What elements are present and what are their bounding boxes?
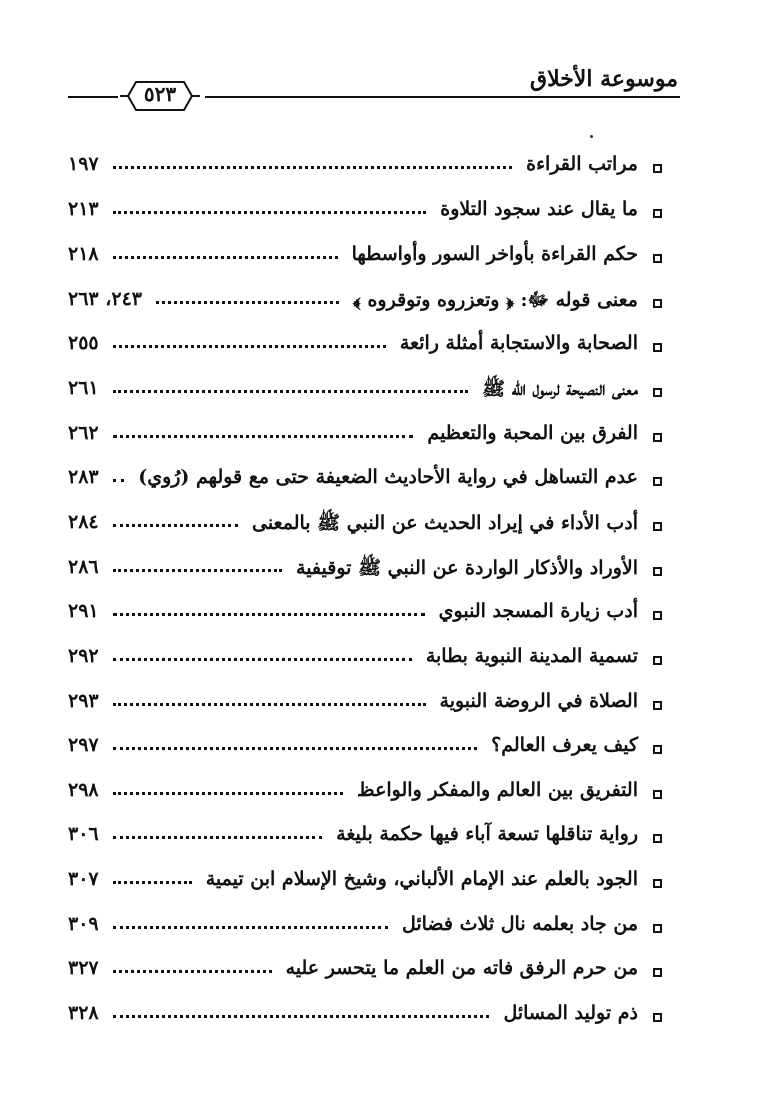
square-bullet-icon (653, 254, 662, 263)
toc-entry-page: ٢٨٦ (68, 556, 99, 578)
dot-leader (113, 658, 412, 661)
dot-leader (113, 211, 427, 214)
toc-entry-page: ٣٠٩ (68, 913, 99, 935)
header-rule-left (68, 96, 118, 98)
dot-leader (113, 256, 338, 259)
stray-dot (590, 135, 593, 138)
toc-entry-title: مراتب القراءة (526, 153, 638, 175)
square-bullet-icon (653, 968, 662, 977)
dot-leader (113, 1015, 490, 1018)
toc-entry (0, 865, 758, 901)
toc-entry-page: ٢٦١ (68, 377, 99, 399)
toc-entry-page: ٢٩٢ (68, 645, 99, 667)
toc-entry-title: أدب زيارة المسجد النبوي (438, 600, 638, 622)
square-bullet-icon (653, 388, 662, 397)
toc-entry-page: ٢٩٧ (68, 734, 99, 756)
dot-leader (113, 524, 238, 527)
square-bullet-icon (653, 343, 662, 352)
square-bullet-icon (653, 164, 662, 173)
toc-entry (0, 553, 758, 589)
dot-leader (113, 747, 478, 750)
toc-entry-page: ٢٨٣ (68, 466, 99, 488)
square-bullet-icon (653, 209, 662, 218)
toc-entry (0, 642, 758, 678)
dot-leader (156, 301, 339, 304)
toc-entry-title: الصلاة في الروضة النبوية (439, 690, 638, 712)
dot-leader (113, 479, 125, 482)
toc-entry-title: تسمية المدينة النبوية بطابة (425, 645, 638, 667)
toc-entry-page: ٢١٨ (68, 243, 99, 265)
toc-entry (0, 597, 758, 633)
toc-entry (0, 508, 758, 544)
toc-entry-page: ٢٥٥ (68, 332, 99, 354)
square-bullet-icon (653, 879, 662, 888)
page-number-badge (118, 76, 202, 116)
square-bullet-icon (653, 924, 662, 933)
header-rule (205, 96, 680, 98)
dot-leader (113, 390, 468, 393)
square-bullet-icon (653, 299, 662, 308)
page-header (0, 60, 758, 130)
square-bullet-icon (653, 522, 662, 531)
toc-entry (0, 731, 758, 767)
toc-entry (0, 463, 758, 499)
dot-leader (113, 703, 426, 706)
toc-entry (0, 419, 758, 455)
toc-entry-title: حكم القراءة بأواخر السور وأواسطها (351, 243, 638, 265)
toc-entry-page: ٢١٣ (68, 198, 99, 220)
dot-leader (113, 926, 388, 929)
toc-entry-title: الأوراد والأذكار الواردة عن النبي ﷺ توقيفية (296, 557, 638, 579)
toc-entry-page: ٣٠٦ (68, 823, 99, 845)
dot-leader (113, 345, 386, 348)
square-bullet-icon (653, 701, 662, 710)
dot-leader (113, 166, 513, 169)
toc-entry-page: ٣٢٧ (68, 957, 99, 979)
square-bullet-icon (653, 790, 662, 799)
toc-entry-title: كيف يعرف العالم؟ (491, 734, 638, 756)
toc-entry-title: الجود بالعلم عند الإمام الألباني، وشيخ الإسلام ابن تيمية (205, 868, 638, 890)
toc-entry-title: التفريق بين العالم والمفكر والواعظ (357, 779, 638, 801)
toc-entry (0, 776, 758, 812)
square-bullet-icon (653, 611, 662, 620)
toc-entry (0, 195, 758, 231)
square-bullet-icon (653, 567, 662, 576)
toc-entry-title: معنى قوله ﷻ: ﴿ وتعزروه وتوقروه ﴾ (353, 289, 638, 311)
toc-entry (0, 910, 758, 946)
dot-leader (113, 970, 272, 973)
toc-entry (0, 687, 758, 723)
book-title: موسوعة الأخلاق (530, 66, 678, 92)
page-number: ٥٢٣ (143, 82, 177, 106)
dot-leader (113, 881, 192, 884)
toc-entry-title: ما يقال عند سجود التلاوة (440, 198, 638, 220)
dot-leader (113, 435, 414, 438)
toc-entry-page: ٢٩٨ (68, 779, 99, 801)
toc-entry (0, 820, 758, 856)
toc-entry (0, 374, 758, 410)
toc-entry-title: رواية تناقلها تسعة آباء فيها حكمة بليغة (336, 823, 638, 845)
toc-entry-page: ٣٠٧ (68, 868, 99, 890)
square-bullet-icon (653, 656, 662, 665)
toc-entry-title: ذم توليد المسائل (503, 1002, 638, 1024)
toc-entry (0, 954, 758, 990)
toc-entry-title: من جاد بعلمه نال ثلاث فضائل (401, 913, 638, 935)
toc-entry (0, 285, 758, 321)
toc-entry-page: ٢٩٣ (68, 690, 99, 712)
dot-leader (113, 569, 282, 572)
square-bullet-icon (653, 745, 662, 754)
dot-leader (113, 836, 323, 839)
toc-entry-page: ١٩٧ (68, 153, 99, 175)
toc-entry (0, 240, 758, 276)
dot-leader (113, 792, 343, 795)
toc-entry-title: عدم التساهل في رواية الأحاديث الضعيفة حتى مع قولهم (رُوي) (138, 466, 638, 488)
square-bullet-icon (653, 433, 662, 442)
toc-entry-title: الصحابة والاستجابة أمثلة رائعة (399, 332, 638, 354)
dot-leader (113, 613, 425, 616)
toc-entry-page: ٢٦٢ (68, 422, 99, 444)
toc-entry (0, 329, 758, 365)
toc-entry-page: ٢٨٤ (68, 511, 99, 533)
toc-entry-page: ٢٤٣، ٢٦٣ (68, 288, 142, 310)
toc-entry-title: أدب الأداء في إيراد الحديث عن النبي ﷺ بالمعنى (251, 512, 638, 534)
square-bullet-icon (653, 477, 662, 486)
toc-entry (0, 999, 758, 1035)
toc-entry-title: من حرم الرفق فاته من العلم ما يتحسر عليه (285, 957, 638, 979)
square-bullet-icon (653, 1013, 662, 1022)
toc-entry-page: ٢٩١ (68, 600, 99, 622)
toc-entry-title: الفرق بين المحبة والتعظيم (427, 422, 638, 444)
toc-entry-page: ٣٢٨ (68, 1002, 99, 1024)
toc-entry-title: معنى النصيحة لرسول الله ﷺ (482, 378, 638, 400)
toc-entry (0, 150, 758, 186)
square-bullet-icon (653, 834, 662, 843)
